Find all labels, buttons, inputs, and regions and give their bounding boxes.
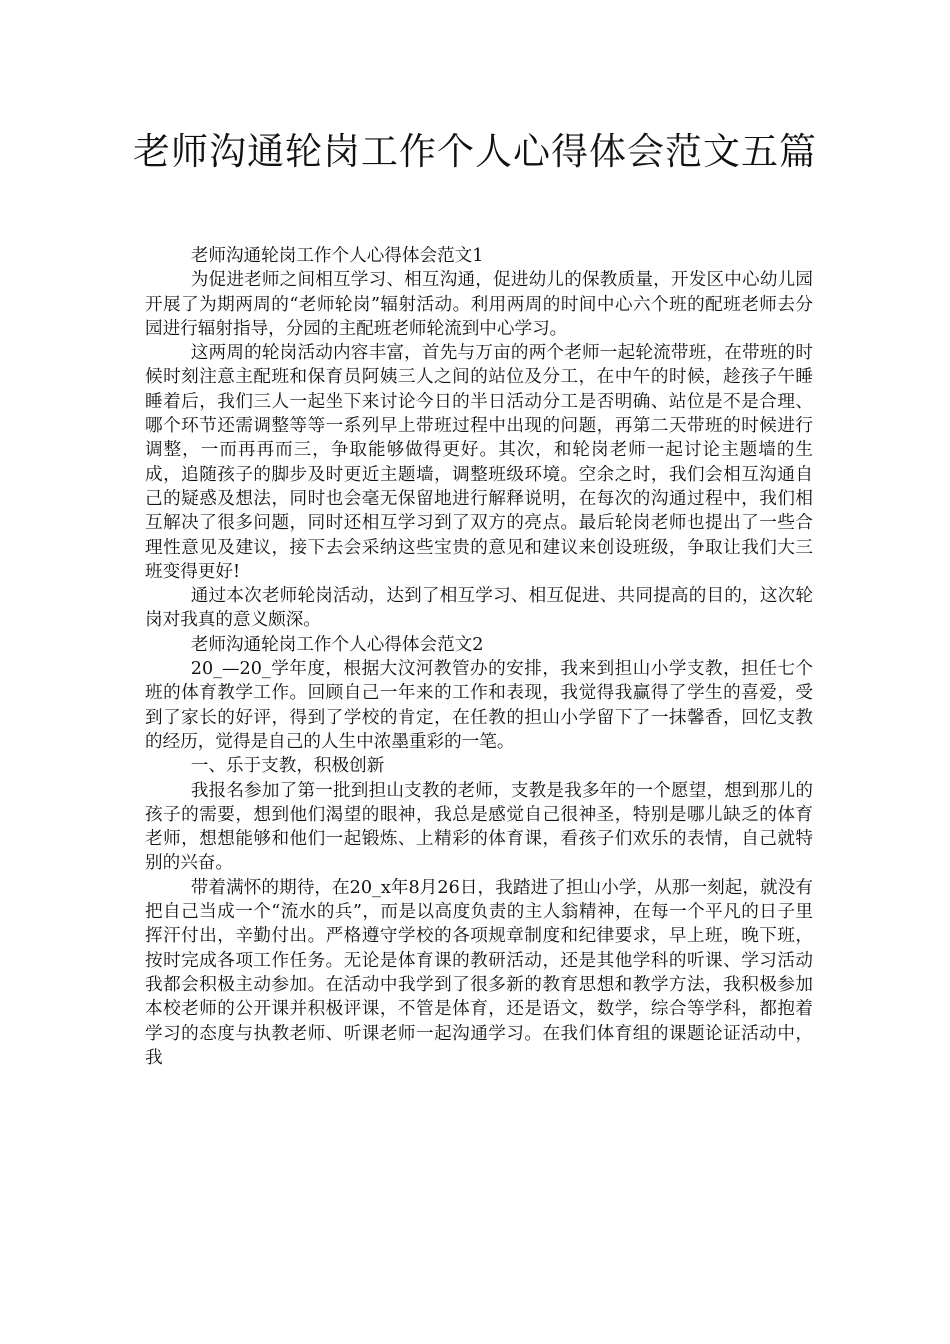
paragraph: 带着满怀的期待，在20_x年8月26日，我踏进了担山小学，从那一刻起，就没有把自己当成一个“流水的兵”，而是以高度负责的主人翁精神，在每一个平凡的日子里挥汗付出，辛勤付出。严格遵守学校的各项规章制度和纪律要求，早上班，晚下班，按时完成各项工作任务。无论是体育课的教研活动，还是其他学科的听课、学习活动我都会积极主动参加。在活动中我学到了很多新的教育思想和教学方法，我积极参加本校老师的公开课并积极评课，不管是体育，还是语文，数学，综合等学科，都抱着学习的态度与执教老师、听课老师一起沟通学习。在我们体育组的课题论证活动中，我 xyxy=(145,877,813,1068)
subheading: 一、乐于支教，积极创新 xyxy=(190,756,385,777)
paragraph: 这两周的轮岗活动内容丰富，首先与万亩的两个老师一起轮流带班，在带班的时候时刻注意主配班和保育员阿姨三人之间的站位及分工，在中午的时候，趁孩子午睡睡着后，我们三人一起坐下来讨论今日的半日活动分工是否明确、站位是不是合理、哪个环节还需调整等等一系列早上带班过程中出现的问题，再第二天带班的时候进行调整，一而再再而三，争取能够做得更好。其次，和轮岗老师一起讨论主题墙的生成，追随孩子的脚步及时更近主题墙，调整班级环境。空余之时，我们会相互沟通自己的疑惑及想法，同时也会毫无保留地进行解释说明，在每次的沟通过程中，我们相互解决了很多问题，同时还相互学习到了双方的亮点。最后轮岗老师也提出了一些合理性意见及建议，接下去会采纳这些宝贵的意见和建议来创设班级，争取让我们大三班变得更好! xyxy=(145,343,813,582)
document-title: 老师沟通轮岗工作个人心得体会范文五篇 xyxy=(133,130,817,173)
paragraph: 我报名参加了第一批到担山支教的老师，支教是我多年的一个愿望，想到那儿的孩子的需要，想到他们渴望的眼神，我总是感觉自己很神圣，特别是哪儿缺乏的体育老师，想想能够和他们一起锻炼、上精彩的体育课，看孩子们欢乐的表情，自己就特别的兴奋。 xyxy=(145,780,813,874)
paragraph: 20_—20_学年度，根据大汶河教管办的安排，我来到担山小学支教，担任七个班的体育教学工作。回顾自己一年来的工作和表现，我觉得我赢得了学生的喜爱，受到了家长的好评，得到了学校的肯定，在任教的担山小学留下了一抹馨香，回忆支教的经历，觉得是自己的人生中浓墨重彩的一笔。 xyxy=(145,659,813,752)
paragraph: 为促进老师之间相互学习、相互沟通，促进幼儿的保教质量，开发区中心幼儿园开展了为期两周的“老师轮岗”辐射活动。利用两周的时间中心六个班的配班老师去分园进行辐射指导，分园的主配班老师轮流到中心学习。 xyxy=(145,270,813,339)
document-body xyxy=(145,244,813,1070)
section-heading-1: 老师沟通轮岗工作个人心得体会范文1 xyxy=(190,246,484,266)
paragraph: 通过本次老师轮岗活动，达到了相互学习、相互促进、共同提高的目的，这次轮岗对我真的意义颇深。 xyxy=(145,586,813,631)
section-heading-2: 老师沟通轮岗工作个人心得体会范文2 xyxy=(190,634,484,655)
